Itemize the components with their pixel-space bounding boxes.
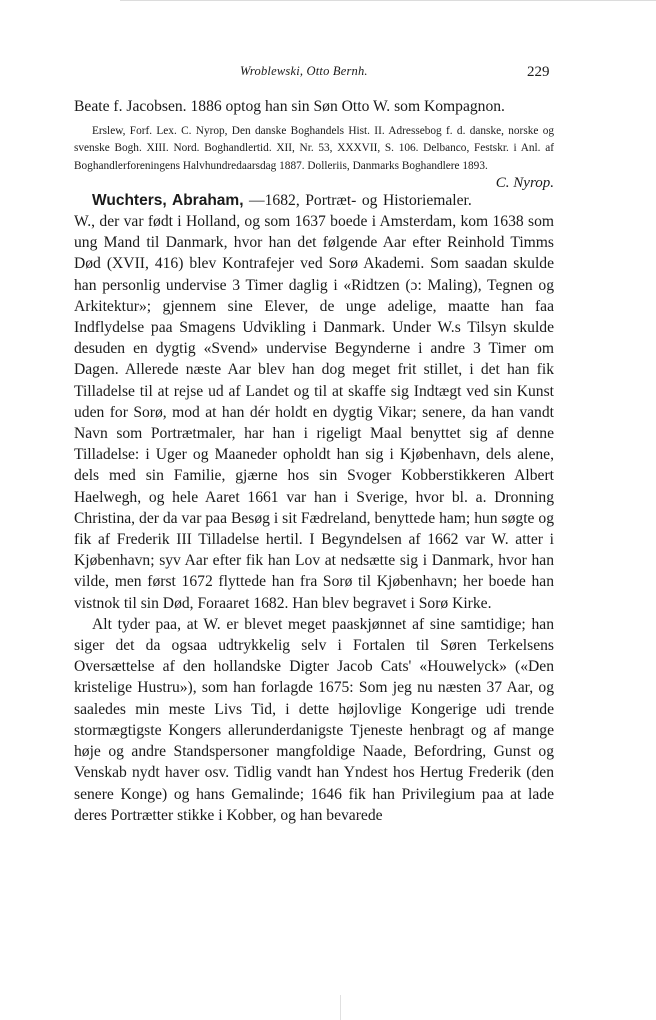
bibliography-text: Erslew, Forf. Lex. C. Nyrop, Den danske Boghandels Hist. II. Adressebog f. d. danske, norske og svenske Bogh. XIII. Nord. Boghandlertid. XII, Nr. 53, XXXVII, S. 106. Delbanco, Festskr. i Anl. af Boghandlerforeningens Halvhundredaarsdag 1887. Dolleriis, Danmarks Boghandlere 1893. xyxy=(74,125,554,172)
running-title: Wroblewski, Otto Bernh. xyxy=(240,64,368,78)
entry-paragraph-1 xyxy=(74,190,554,614)
entry-dates: —1682, Portræt- og Historiemaler. xyxy=(249,191,472,209)
page-body xyxy=(74,96,554,826)
bibliography xyxy=(74,123,554,191)
previous-entry-text: Beate f. Jacobsen. 1886 optog han sin Søn Otto W. som Kompagnon. xyxy=(74,98,505,115)
author-signature: C. Nyrop. xyxy=(495,174,554,191)
scan-edge-line xyxy=(120,0,656,1)
entry-paragraph-2: Alt tyder paa, at W. er blevet meget paaskjønnet af sine samtidige; han siger det da ogsaa udtrykkelig selv i Fortalen til Søren Terkelsens Oversættelse af den hollandske Digter Jacob Cats' «Houwelyck» («Den kristelige Hustru»), som han forlagde 1675: Som jeg nu næsten 37 Aar, og saaledes min meste Livs Tid, i dette højlovlige Kongerige udi trende stormægtigste Kongers allerunderdanigste Tjeneste henbragt og af mange høje og andre Standspersoner mangfoldige Naade, Befordring, Gunst og Venskab nydt haver osv. Tidlig vandt han Yndest hos Hertug Frederik (den senere Konge) og hans Gemalinde; 1646 fik han Privilegium paa at lade deres Portrætter stikke i Kobber, og han bevarede xyxy=(74,615,554,824)
entry-wuchters xyxy=(74,190,554,826)
page-number: 229 xyxy=(527,64,550,80)
scan-edge-line-bottom xyxy=(340,995,341,1020)
headword: Wuchters, Abraham, xyxy=(92,191,244,209)
running-header xyxy=(0,64,656,84)
entry-text-1: W., der var født i Holland, og som 1637 boede i Amsterdam, kom 1638 som ung Mand til Danmark, hvor han det følgende Aar efter Reinhold Timms Død (XVII, 416) blev Kontrafejer ved Sorø Akademi. Som saadan skulde han personlig undervise 3 Timer daglig i «Ridtzen (ɔ: Maling), Tegnen og Arkitektur»; gjennem sine Elever, de unge adelige, maatte han faa Indflydelse paa Smagens Udvikling i Danmark. Under W.s Tilsyn skulde desuden en dygtig «Svend» undervise Begynderne i andre 3 Timer om Dagen. Allerede næste Aar blev han dog meget frit stillet, i det han fik Tilladelse til at rejse ud af Landet og til at skaffe sig Indtægt ved sin Kunst uden for Sorø, mod at han dér holdt en dygtig Vikar; senere, da han vandt Navn som Portrætmaler, har han i rigeligt Maal benyttet sig af denne Tilladelse: i Uger og Maaneder opholdt han sig i Kjøbenhavn, dels alene, dels med sin Familie, gjærne hos sin Svoger Kobberstikkeren Albert Haelwegh, og hele Aaret 1661 var han i Sverige, hvor bl. a. Dronning Christina, der da var paa Besøg i sit Fædreland, benyttede ham; hun søgte og fik af Frederik III Tilladelse hertil. I Begyndelsen af 1662 var W. atter i Kjøbenhavn; syv Aar efter fik han Lov at nedsætte sig i Danmark, hvor han vilde, men først 1672 flyttede han fra Sorø til Kjøbenhavn; her boede han vistnok til sin Død, Foraaret 1682. Han blev begravet i Sorø Kirke. xyxy=(74,213,554,612)
